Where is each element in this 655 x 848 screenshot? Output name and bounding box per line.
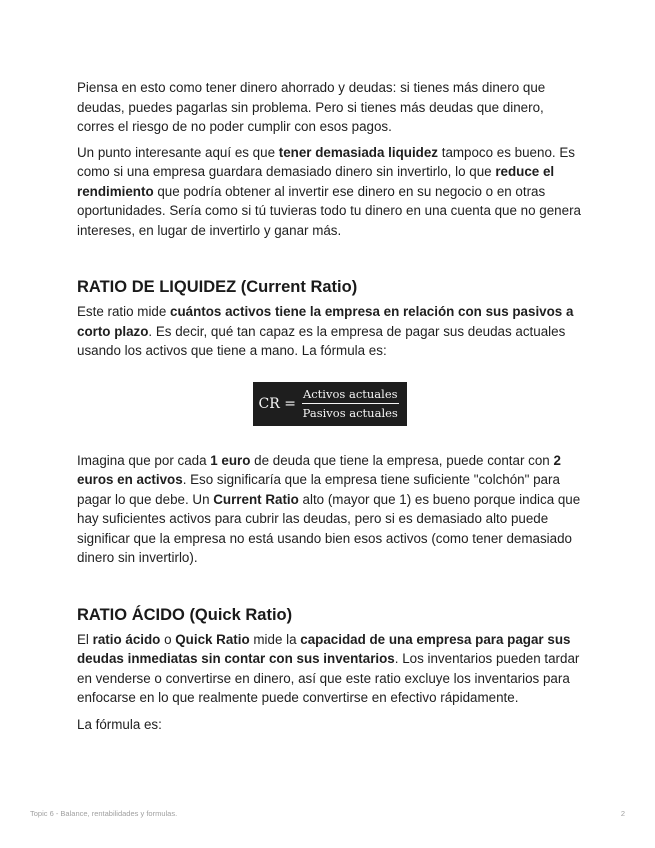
formula-lhs: CR = [258,395,296,412]
text-run: alto (mayor que 1) es bueno porque indica que hay suficientes activos para cubrir las deudas, pero si es demasiado alto puede significar que la empresa no está usando bien esos activos (como tener demasiado dinero sin invertirlo). [77,491,581,565]
footer-topic-title: Topic 6 - Balance, rentabilidades y formulas. [30,809,178,818]
text-run: Un punto interesante aquí es que [77,144,279,160]
bold-run: 1 euro [210,452,251,468]
paragraph-savings-analogy: Piensa en esto como tener dinero ahorrado y deudas: si tienes más dinero que deudas, puedes pagarlas sin problema. Pero si tienes más deudas que dinero, corres el riesgo de no poder cumplir con esos pagos. [77,80,546,134]
bold-run: 2 euros en activos [77,452,561,487]
bold-run: tener demasiada liquidez [278,144,438,160]
page-footer [30,809,625,818]
bold-run: Current Ratio [213,491,299,507]
bold-run: Quick Ratio [175,631,250,647]
formula-denominator: Pasivos actuales [302,406,398,420]
text-run: Imagina que por cada [77,452,211,468]
bold-run: ratio ácido [92,631,161,647]
text-run: . Es decir, qué tan capaz es la empresa de pagar sus deudas actuales usando los activos que tiene a mano. La fórmula es: [77,323,566,358]
paragraph-excess-liquidity [77,143,582,241]
text-run: tampoco es bueno. Es como si una empresa guardara demasiado dinero sin invertirlo, lo que [77,144,575,179]
text-run: El [77,631,93,647]
text-run: o [160,631,176,647]
text-run: que podría obtener al invertir ese dinero en su negocio o en otras oportunidades. Sería como si tú tuvieras todo tu dinero en una cuenta que no genera intereses, en lugar de invertirlo y ganar más. [77,183,581,238]
text-run: Este ratio mide [77,304,171,319]
heading-quick-ratio: RATIO ÁCIDO (Quick Ratio) [77,605,293,624]
formula-fraction [302,387,399,420]
current-ratio-formula [253,382,407,426]
paragraph-current-ratio-definition [77,302,582,361]
bold-run: capacidad de una empresa para pagar sus deudas inmediatas sin contar con sus inventarios [77,631,571,666]
text-run: . Eso significaría que la empresa tiene suficiente "colchón" para pagar lo que debe. Un [77,472,560,507]
document-body [77,78,582,734]
formula-container [77,382,582,432]
bold-run: cuántos activos tiene la empresa en relación con sus pasivos a corto plazo [77,304,574,339]
text-run: de deuda que tiene la empresa, puede contar con [250,452,554,468]
formula-numerator: Activos actuales [302,387,399,404]
paragraph-current-ratio-example [77,451,582,568]
footer-page-number: 2 [620,809,625,818]
bold-run: reduce el rendimiento [77,164,555,199]
text-run: . Los inventarios pueden tardar en venderse o convertirse en dinero, así que este ratio excluye los inventarios para enfocarse en lo que realmente puede convertirse en efectivo rápidamente. [77,651,580,705]
heading-current-ratio: RATIO DE LIQUIDEZ (Current Ratio) [77,278,358,296]
paragraph-formula-intro: La fórmula es: [77,716,162,732]
text-run: mide la [249,631,301,647]
paragraph-quick-ratio-definition [77,630,582,708]
